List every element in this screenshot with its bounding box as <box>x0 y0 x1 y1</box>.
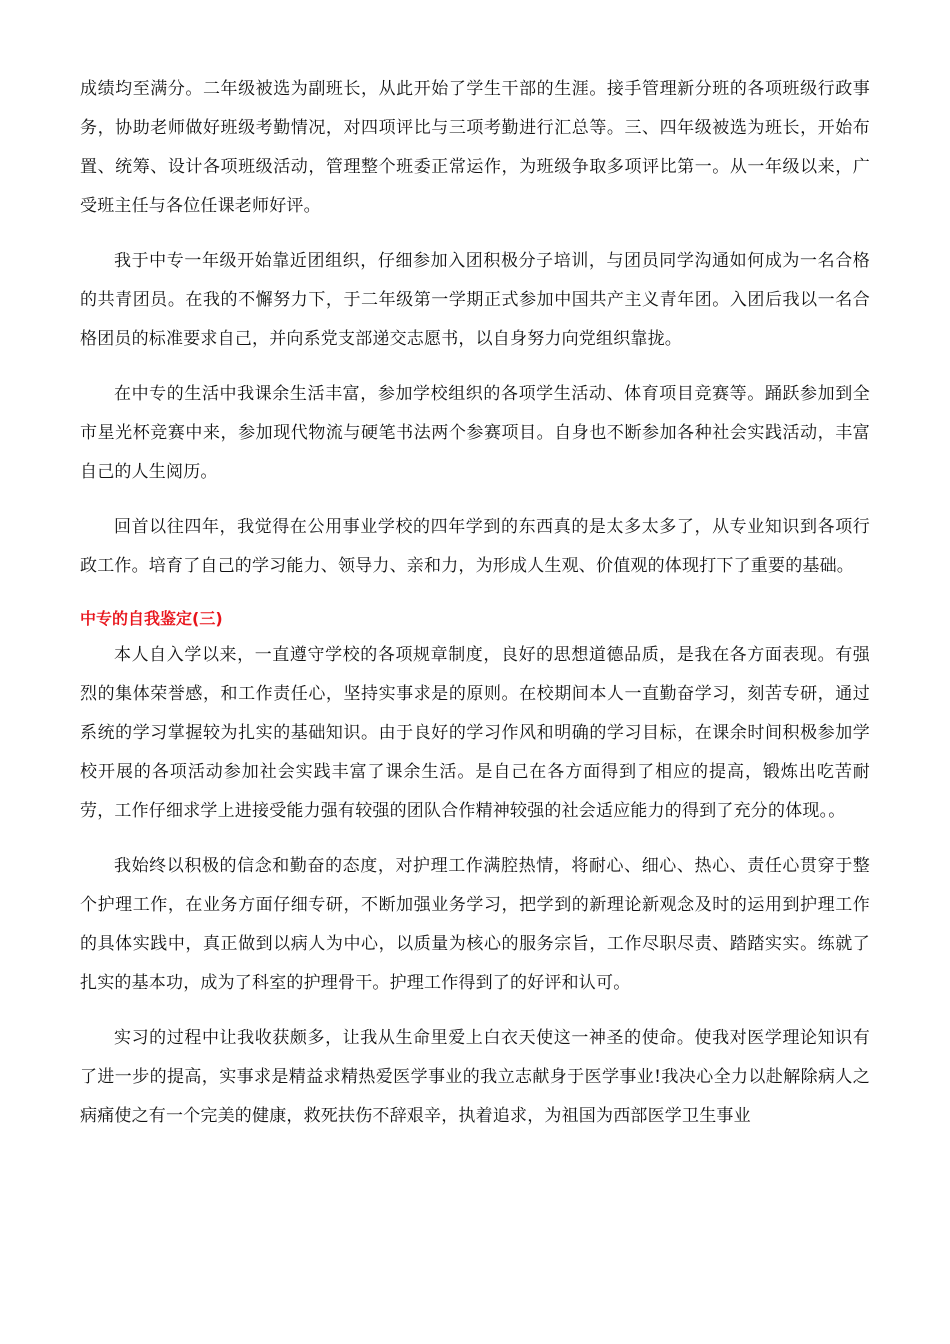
paragraph-gap <box>80 492 870 508</box>
paragraph-3: 在中专的生活中我课余生活丰富，参加学校组织的各项学生活动、体育项目竞赛等。踊跃参加到全市星光杯竞赛中来，参加现代物流与硬笔书法两个参赛项目。自身也不断参加各种社会实践活动，丰富自己的人生阅历。 <box>80 384 870 482</box>
paragraph-gap <box>80 586 870 602</box>
paragraph-1: 成绩均至满分。二年级被选为副班长，从此开始了学生干部的生涯。接手管理新分班的各项班级行政事务，协助老师做好班级考勤情况，对四项评比与三项考勤进行汇总等。三、四年级被选为班长，开始布置、统筹、设计各项班级活动，管理整个班委正常运作，为班级争取多项评比第一。从一年级以来，广受班主任与各位任课老师好评。 <box>80 79 870 216</box>
section-paragraph-2: 我始终以积极的信念和勤奋的态度，对护理工作满腔热情，将耐心、细心、热心、责任心贯穿于整个护理工作，在业务方面仔细专研，不断加强业务学习，把学到的新理论新观念及时的运用到护理工作的具体实践中，真正做到以病人为中心，以质量为核心的服务宗旨，工作尽职尽责、踏踏实实。练就了扎实的基本功，成为了科室的护理骨干。护理工作得到了的好评和认可。 <box>80 856 870 993</box>
document-page <box>80 70 870 1136</box>
paragraph-2: 我于中专一年级开始靠近团组织，仔细参加入团积极分子培训，与团员同学沟通如何成为一名合格的共青团员。在我的不懈努力下，于二年级第一学期正式参加中国共产主义青年团。入团后我以一名合格团员的标准要求自己，并向系党支部递交志愿书，以自身努力向党组织靠拢。 <box>80 251 870 349</box>
paragraph-4: 回首以往四年，我觉得在公用事业学校的四年学到的东西真的是太多太多了，从专业知识到各项行政工作。培育了自己的学习能力、领导力、亲和力，为形成人生观、价值观的体现打下了重要的基础。 <box>80 517 870 576</box>
paragraph-gap <box>80 831 870 847</box>
section-paragraph-3: 实习的过程中让我收获颇多，让我从生命里爱上白衣天使这一神圣的使命。使我对医学理论知识有了进一步的提高，实事求是精益求精热爱医学事业的我立志献身于医学事业!我决心全力以赴解除病人之病痛使之有一个完美的健康，救死扶伤不辞艰辛，执着追求，为祖国为西部医学卫生事业 <box>80 1028 870 1126</box>
paragraph-gap <box>80 226 870 242</box>
section-paragraph-1: 本人自入学以来，一直遵守学校的各项规章制度，良好的思想道德品质，是我在各方面表现。有强烈的集体荣誉感，和工作责任心，坚持实事求是的原则。在校期间本人一直勤奋学习，刻苦专研，通过系统的学习掌握较为扎实的基础知识。由于良好的学习作风和明确的学习目标，在课余时间积极参加学校开展的各项活动参加社会实践丰富了课余生活。是自己在各方面得到了相应的提高，锻炼出吃苦耐劳，工作仔细求学上进接受能力强有较强的团队合作精神较强的社会适应能力的得到了充分的体现。。 <box>80 645 870 821</box>
paragraph-gap <box>80 359 870 375</box>
paragraph-gap <box>80 1003 870 1019</box>
section-heading: 中专的自我鉴定(三) <box>80 609 223 628</box>
